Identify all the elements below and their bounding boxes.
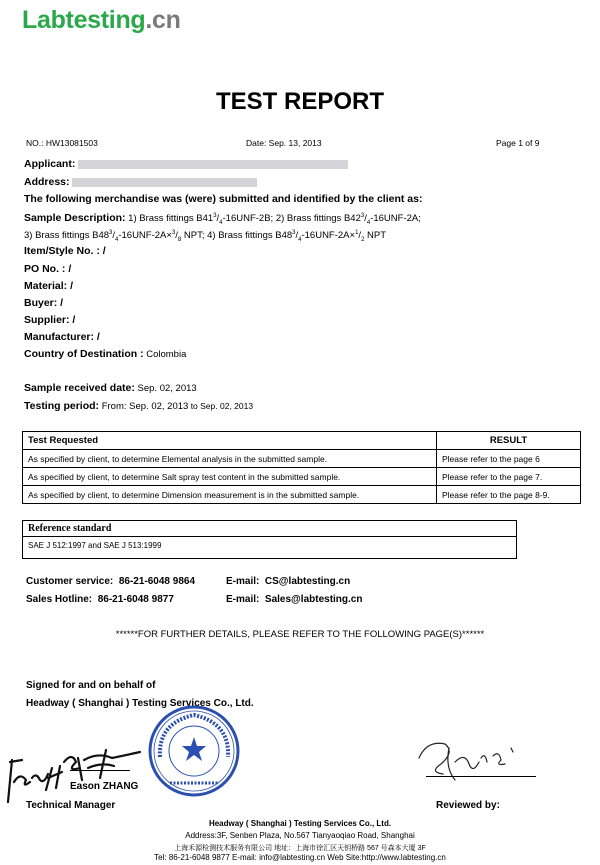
buyer: Buyer: / <box>24 297 64 309</box>
footer-contact-line: Tel: 86-21-6048 9877 E-mail: info@labtesting.cn Web Site:http://www.labtesting.cn <box>154 853 446 862</box>
footer-address-cn: 上海禾源检测技术服务有限公司 地址：上海市徐汇区天钥桥路 567 号森本大厦 3F <box>174 845 426 852</box>
report-number: NO.: HW13081503 <box>26 138 98 148</box>
logo-suffix: .cn <box>145 6 181 34</box>
footer-address-en: Address:3F, Senben Plaza, No.567 Tianyaoqiao Road, Shanghai <box>185 831 415 840</box>
test-cell: As specified by client, to determine Dimension measurement is in the submitted sample. <box>23 486 437 504</box>
result-cell: Please refer to the page 8-9. <box>437 486 581 504</box>
header-test-requested: Test Requested <box>23 432 437 450</box>
address-label: Address: <box>24 176 70 188</box>
signing-company: Headway ( Shanghai ) Testing Services Co., Ltd. <box>26 698 254 709</box>
email-cs-link[interactable]: CS@labtesting.cn <box>264 576 351 587</box>
header-result: RESULT <box>437 432 581 450</box>
merchandise-statement-text: The following merchandise was (were) submitted and identified by the client as: <box>24 193 423 205</box>
supplier: Supplier: / <box>24 314 76 326</box>
sample-item-2: 2) Brass fittings $B42^3/_4-16UNF-2A$; <box>273 213 421 227</box>
country-of-destination: Country of Destination : Colombia <box>24 348 187 360</box>
customer-service: Customer service: 86-21-6048 9864 <box>26 576 196 587</box>
table-row <box>23 450 581 468</box>
testing-period: Testing period: From: Sep. 02, 2013 to Sep. 02, 2013 <box>24 400 254 412</box>
signature-left-icon <box>2 722 152 812</box>
test-requested-table <box>22 431 581 504</box>
signature-right-icon <box>415 728 535 788</box>
applicant-row <box>24 158 348 171</box>
sales-hotline: Sales Hotline: 86-21-6048 9877 <box>26 594 174 605</box>
material: Material: / <box>24 280 74 292</box>
signature-line-left <box>70 770 130 771</box>
merchandise-statement <box>24 193 422 206</box>
logo-main: Labtesting <box>22 6 146 34</box>
table-row <box>23 468 581 486</box>
signer-title: Technical Manager <box>26 800 116 811</box>
item-style-no: Item/Style No. : / <box>24 245 106 257</box>
sample-received-date: Sample received date: Sep. 02, 2013 <box>24 382 197 394</box>
applicant-label: Applicant: <box>24 158 76 170</box>
result-cell: Please refer to the page 7. <box>437 468 581 486</box>
sample-description-label: Sample Description: <box>24 212 126 225</box>
further-details-note: ******FOR FURTHER DETAILS, PLEASE REFER TO THE FOLLOWING PAGE(S)****** <box>115 629 485 640</box>
table-row <box>23 486 581 504</box>
report-date: Date: Sep. 13, 2013 <box>246 138 322 148</box>
brand-logo <box>22 6 181 35</box>
sample-item-3: 3) Brass fittings $B48^3/_4-16UNF-2A\times^3/_8$ NPT; <box>24 230 205 244</box>
applicant-redaction <box>78 160 348 169</box>
reference-standard-value: SAE J 512:1997 and SAE J 513:1999 <box>28 541 162 550</box>
sample-item-4: 4) Brass fittings $B48^3/_4-16UNF-2A\times^1/_2$ NPT <box>204 230 387 244</box>
email-sales-link[interactable]: Sales@labtesting.cn <box>264 594 363 605</box>
sample-item-1: 1) Brass fittings $B41^3/_4-16UNF-2B$; <box>125 213 274 227</box>
reference-standard-box <box>22 520 517 559</box>
test-cell: As specified by client, to determine Elemental analysis in the submitted sample. <box>23 450 437 468</box>
address-redaction <box>72 178 257 187</box>
email-cs: E-mail: CS@labtesting.cn <box>226 576 351 587</box>
company-seal-icon <box>146 703 242 799</box>
manufacturer: Manufacturer: / <box>24 331 100 343</box>
result-cell: Please refer to the page 6 <box>437 450 581 468</box>
address-row <box>24 176 257 189</box>
table-header-row <box>23 432 581 450</box>
signer-name: Eason ZHANG <box>70 781 139 792</box>
reviewed-by: Reviewed by: <box>436 800 500 811</box>
page-number: Page 1 of 9 <box>496 138 540 148</box>
email-sales: E-mail: Sales@labtesting.cn <box>226 594 363 605</box>
footer-company: Headway ( Shanghai ) Testing Services Co., Ltd. <box>208 819 392 828</box>
signature-line-right <box>426 776 536 777</box>
po-no: PO No. : / <box>24 263 72 275</box>
report-title: TEST REPORT <box>215 88 384 115</box>
test-cell: As specified by client, to determine Salt spray test content in the submitted sample. <box>23 468 437 486</box>
signed-for: Signed for and on behalf of <box>26 680 156 691</box>
reference-standard-header: Reference standard <box>23 521 516 537</box>
